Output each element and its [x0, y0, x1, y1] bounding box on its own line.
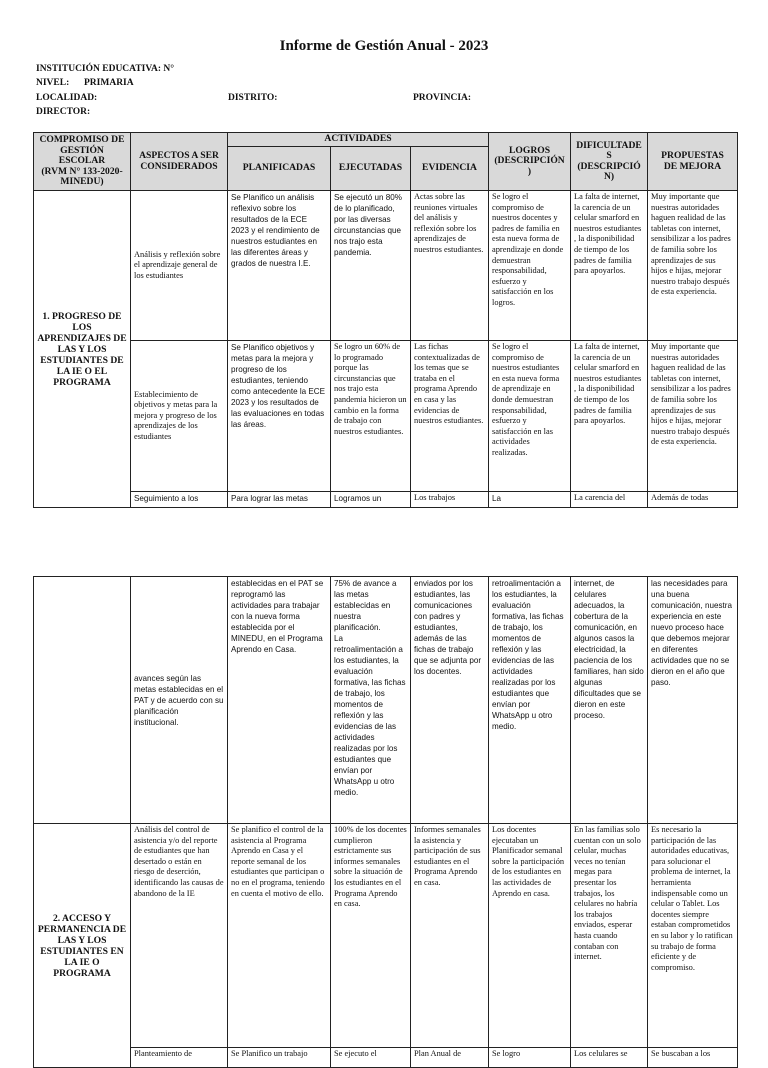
table-row [34, 341, 738, 492]
planificadas-cell: Se Planifico objetivos y metas para la mejora y progreso de los estudiantes, teniendo como antecedente la ECE 2023 y los resultados de las evaluaciones en todas las áreas. [228, 341, 331, 492]
institucion-label: INSTITUCIÓN EDUCATIVA: N° [36, 64, 175, 74]
logros-cell: Se logro [489, 1048, 571, 1068]
compromiso-2-cell: 2. ACCESO Y PERMANENCIA DE LAS Y LOS ESTUDIANTES EN LA IE O PROGRAMA [34, 824, 131, 1068]
compromiso-1-cell: 1. PROGRESO DE LOS APRENDIZAJES DE LAS Y LOS ESTUDIANTES DE LA IE O EL PROGRAMA [34, 191, 131, 508]
logros-cell: Los docentes ejecutaban un Planificador semanal sobre la participación de los estudiantes en las actividades de Aprendo en casa. [489, 824, 571, 1048]
provincia-label: PROVINCIA: [413, 93, 472, 103]
dificultades-cell: internet, de celulares adecuados, la cobertura de la comunicación, en algunos casos la electricidad, la paciencia de los familiares, han sido algunas dificultades que se dieron en este proceso. [571, 577, 648, 824]
institution-info [36, 62, 736, 122]
dificultades-cell: En las familias solo cuentan con un solo celular, muchas veces no tenían megas para presentar los trabajos, los celulares no habría los trabajos enviados, esperar hasta cuando contaban con internet. [571, 824, 648, 1048]
evidencia-cell: Los trabajos [411, 492, 489, 508]
nivel-label: NIVEL: [36, 78, 70, 88]
header-dificultades: DIFICULTADE S (DESCRIPCIÓ N) [571, 133, 648, 191]
aspecto-cell: Planteamiento de [131, 1048, 228, 1068]
header-aspectos: ASPECTOS A SER CONSIDERADOS [131, 133, 228, 191]
dificultades-cell: La falta de internet, la carencia de un celular smarford en nuestros estudiantes , la disponibilidad de tiempo de los padres de familia para apoyarlos. [571, 341, 648, 492]
table-row [34, 824, 738, 1048]
ejecutadas-cell: Se ejecutó un 80% de lo planificado, por las diversas circunstancias que nos trajo esta pandemia. [331, 191, 411, 341]
aspecto-cell: Seguimiento a los [131, 492, 228, 508]
ejecutadas-cell: Se logro un 60% de lo programado porque las circunstancias que nos trajo esta pandemia hicieron un cambio en la forma de trabajo con nuestros estudiantes. [331, 341, 411, 492]
evidencia-cell: Actas sobre las reuniones virtuales del análisis y reflexión sobre los aprendizajes de nuestros estudiantes. [411, 191, 489, 341]
header-planificadas: PLANIFICADAS [228, 147, 331, 191]
ejecutadas-cell: 75% de avance a las metas establecidas en nuestra planificación. La retroalimentación a los estudiantes, la evaluación formativa, las fichas de trabajo, los momentos de reflexión y las evidencias de las actividades realizadas por los estudiantes que envían por WhatsApp u otro medio. [331, 577, 411, 824]
ejecutadas-cell: 100% de los docentes cumplieron estrictamente sus informes semanales sobre la situación de los estudiantes en el Programa Aprendo en casa. [331, 824, 411, 1048]
aspecto-cell: Establecimiento de objetivos y metas para la mejora y progreso de los aprendizajes de los estudiantes [131, 341, 228, 492]
planificadas-cell: Se Planifico un análisis reflexivo sobre los resultados de la ECE 2023 y el rendimiento de nuestros estudiantes en las diferentes áreas y grados de nuestra I.E. [228, 191, 331, 341]
planificadas-cell: Para lograr las metas [228, 492, 331, 508]
logros-cell: retroalimentación a los estudiantes, la evaluación formativa, las fichas de trabajo, los momentos de reflexión y las evidencias de las actividades realizadas por los estudiantes que envían por WhatsApp u otro medio. [489, 577, 571, 824]
table-row [34, 492, 738, 508]
header-evidencia: EVIDENCIA [411, 147, 489, 191]
nivel-value: PRIMARIA [84, 78, 134, 88]
evidencia-cell: Las fichas contextualizadas de los temas que se trataba en el programa Aprendo en casa y las evidencias de nuestros estudiantes. [411, 341, 489, 492]
header-actividades: ACTIVIDADES [228, 133, 489, 147]
dificultades-cell: La falta de internet, la carencia de un celular smarford en nuestros estudiantes , la disponibilidad de tiempo de los padres de familia para apoyarlos. [571, 191, 648, 341]
evidencia-cell: enviados por los estudiantes, las comunicaciones con padres y estudiantes, además de las fichas de trabajo que se adjunta por los docentes. [411, 577, 489, 824]
aspecto-cell: Análisis del control de asistencia y/o del reporte de estudiantes que han desertado o están en riesgo de deserción, identificando las causas de abandono de la IE [131, 824, 228, 1048]
header-propuestas: PROPUESTAS DE MEJORA [648, 133, 738, 191]
compromiso-continuation-cell [34, 577, 131, 824]
evidencia-cell: Plan Anual de [411, 1048, 489, 1068]
aspecto-cell: avances según las metas establecidas en el PAT y de acuerdo con su planificación institucional. [131, 577, 228, 824]
table-row [34, 1048, 738, 1068]
localidad-label: LOCALIDAD: [36, 93, 98, 103]
logros-cell: Se logro el compromiso de nuestros estudiantes en esta nueva forma de aprendizaje en donde demuestran responsabilidad, esfuerzo y satisfacción en las actividades realizadas. [489, 341, 571, 492]
table-row [34, 577, 738, 824]
propuestas-cell: Es necesario la participación de las autoridades educativas, para solucionar el problema de internet, la herramienta indispensable como un celular o Tablet. Los docentes siempre estaban comprometidos en su labor y lo ratifican su trabajo de forma eficiente y de compromiso. [648, 824, 738, 1048]
planificadas-cell: Se Planifico un trabajo [228, 1048, 331, 1068]
dificultades-cell: Los celulares se [571, 1048, 648, 1068]
report-title: Informe de Gestión Anual - 2023 [279, 38, 489, 54]
distrito-label: DISTRITO: [228, 93, 278, 103]
header-compromiso: COMPROMISO DE GESTIÓN ESCOLAR (RVM N° 133-2020-MINEDU) [34, 133, 131, 191]
ejecutadas-cell: Logramos un [331, 492, 411, 508]
table-row [34, 191, 738, 341]
ejecutadas-cell: Se ejecuto el [331, 1048, 411, 1068]
propuestas-cell: las necesidades para una buena comunicación, nuestra experiencia en este nuevo proceso hace que debemos mejorar en diferentes actividades que no se dieron en el año que paso. [648, 577, 738, 824]
management-report-table-page-2 [33, 576, 738, 1068]
evidencia-cell: Informes semanales la asistencia y participación de sus estudiantes en el Programa Aprendo en casa. [411, 824, 489, 1048]
management-report-table-page-1 [33, 132, 738, 508]
propuestas-cell: Muy importante que nuestras autoridades haguen realidad de las tabletas con internet, sensibilizar a los padres de familia sobre los aprendizajes de sus hijos e hijas, mejorar nuestro trabajo después de esta experiencia. [648, 191, 738, 341]
director-label: DIRECTOR: [36, 107, 91, 117]
propuestas-cell: Además de todas [648, 492, 738, 508]
logros-cell: La [489, 492, 571, 508]
header-ejecutadas: EJECUTADAS [331, 147, 411, 191]
aspecto-cell: Análisis y reflexión sobre el aprendizaje general de los estudiantes [131, 191, 228, 341]
propuestas-cell: Se buscaban a los [648, 1048, 738, 1068]
header-logros: LOGROS (DESCRIPCIÓN ) [489, 133, 571, 191]
planificadas-cell: establecidas en el PAT se reprogramó las actividades para trabajar con la nueva forma establecida por el MINEDU, en el Programa Aprendo en Casa. [228, 577, 331, 824]
planificadas-cell: Se planifico el control de la asistencia al Programa Aprendo en Casa y el reporte semanal de los estudiantes que participan o no en el programa, teniendo en cuenta el motivo de ello. [228, 824, 331, 1048]
dificultades-cell: La carencia del [571, 492, 648, 508]
logros-cell: Se logro el compromiso de nuestros docentes y padres de familia en esta nueva forma de aprendizaje en donde demuestran responsabilidad, esfuerzo y satisfacción en los logros. [489, 191, 571, 341]
propuestas-cell: Muy importante que nuestras autoridades haguen realidad de las tabletas con internet, sensibilizar a los padres de familia sobre los aprendizajes de sus hijos e hijas, mejorar nuestro trabajo después de esta experiencia. [648, 341, 738, 492]
